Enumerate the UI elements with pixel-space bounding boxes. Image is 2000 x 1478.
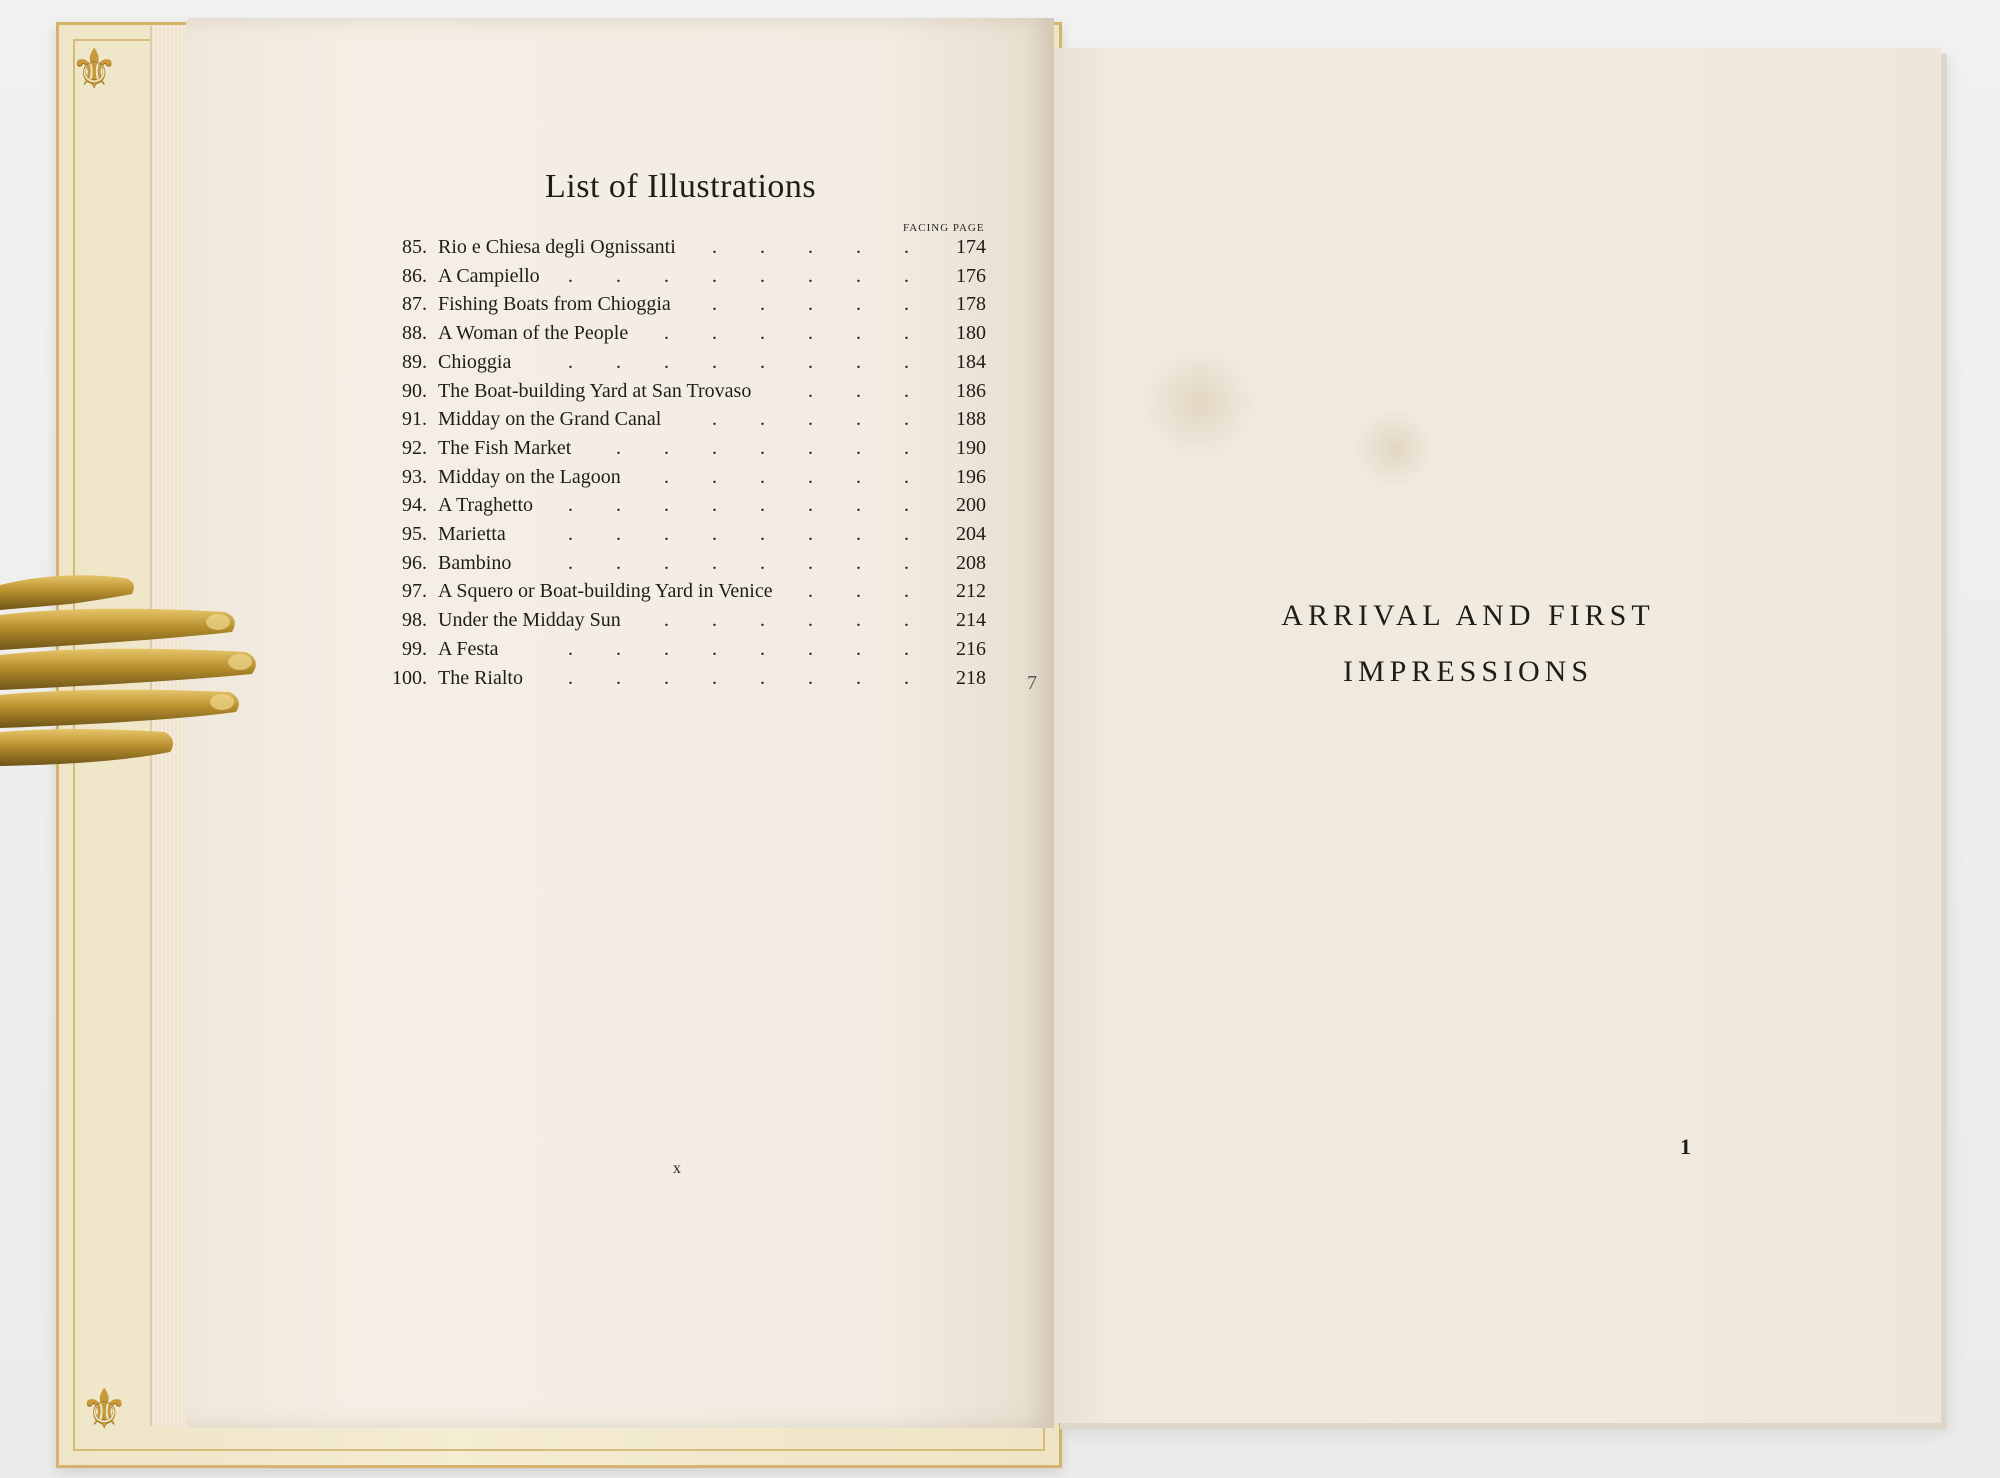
- entry-title: Rio e Chiesa degli Ognissanti: [438, 236, 676, 258]
- leader-dots: . . . . . . . .: [568, 350, 909, 373]
- right-page: [1054, 48, 1941, 1423]
- leader-dots: . . . . . . . .: [568, 637, 909, 660]
- entry-title: Fishing Boats from Chioggia: [438, 293, 671, 316]
- entry-title: Midday on the Grand Canal: [438, 408, 662, 431]
- entry-page: 178: [956, 293, 986, 316]
- foxing-spot: [1144, 348, 1254, 458]
- entry-number: 100.: [392, 666, 427, 689]
- entry-title: The Rialto: [438, 666, 523, 689]
- entry-number: 91.: [402, 408, 427, 431]
- entry-title: A Traghetto: [438, 494, 534, 517]
- leader-dots: . . . . . . . .: [568, 523, 909, 545]
- list-item: [0, 322, 1000, 350]
- entry-number: 88.: [402, 322, 427, 345]
- entry-page: 180: [956, 322, 986, 345]
- entry-title: Midday on the Lagoon: [438, 465, 621, 488]
- page-number: x: [673, 1160, 681, 1177]
- leader-dots: . . . . . . . .: [568, 264, 909, 287]
- entry-page: 186: [956, 379, 986, 402]
- entry-page: 208: [956, 551, 986, 574]
- entry-number: 85.: [402, 236, 427, 258]
- brass-hand-bookmark-icon: [0, 560, 270, 780]
- entry-page: 188: [956, 408, 986, 431]
- entry-page: 204: [956, 523, 986, 545]
- entry-title: Marietta: [438, 523, 506, 545]
- leader-dots: . . . . .: [712, 293, 909, 316]
- leader-dots: . . . . . .: [664, 322, 909, 345]
- entry-title: Bambino: [438, 551, 512, 574]
- entry-page: 212: [956, 580, 986, 603]
- column-header: FACING PAGE: [903, 222, 985, 234]
- entry-title: A Festa: [438, 637, 499, 660]
- entry-page: 218: [956, 666, 986, 689]
- entry-page: 176: [956, 264, 986, 287]
- entry-number: 98.: [402, 609, 427, 632]
- leader-dots: . . . . . .: [664, 609, 909, 632]
- entry-number: 86.: [402, 264, 427, 287]
- entry-number: 96.: [402, 551, 427, 574]
- list-item: [0, 265, 1000, 293]
- entry-title: A Woman of the People: [438, 322, 629, 345]
- page-title: List of Illustrations: [545, 168, 817, 205]
- list-item: [0, 408, 1000, 436]
- leader-dots: . . . . . . . .: [568, 666, 909, 689]
- entry-page: 196: [956, 465, 986, 488]
- entry-title: The Fish Market: [438, 436, 572, 459]
- entry-number: 95.: [402, 523, 427, 545]
- entry-number: 99.: [402, 637, 427, 660]
- entry-number: 97.: [402, 580, 427, 603]
- list-item: [0, 236, 1000, 264]
- chapter-title: [1150, 588, 1786, 700]
- entry-number: 90.: [402, 379, 427, 402]
- entry-page: 184: [956, 350, 986, 373]
- entry-page: 174: [956, 236, 986, 258]
- list-item: [0, 523, 1000, 551]
- list-item: [0, 494, 1000, 522]
- leader-dots: . . . . . .: [664, 465, 909, 488]
- leader-dots: . . . . . . . .: [568, 494, 909, 517]
- entry-title: Under the Midday Sun: [438, 609, 621, 632]
- margin-mark: 7: [1027, 672, 1037, 694]
- entry-number: 94.: [402, 494, 427, 517]
- page-number: 1: [1680, 1134, 1691, 1159]
- entry-number: 89.: [402, 350, 427, 373]
- entry-title: The Boat-building Yard at San Trovaso: [438, 379, 752, 402]
- list-item: [0, 351, 1000, 379]
- leader-dots: . . . . . . .: [616, 436, 909, 459]
- chapter-title-line: IMPRESSIONS: [1342, 655, 1594, 688]
- entry-page: 216: [956, 637, 986, 660]
- entry-number: 93.: [402, 465, 427, 488]
- entry-title: A Squero or Boat-building Yard in Venice: [438, 580, 773, 603]
- leader-dots: . . . . . . . .: [568, 551, 909, 574]
- entry-title: A Campiello: [438, 264, 540, 287]
- entry-page: 200: [956, 494, 986, 517]
- foxing-spot: [1354, 408, 1434, 488]
- fleur-de-lis-icon: ⚜: [70, 39, 119, 99]
- entry-title: Chioggia: [438, 350, 512, 373]
- leader-dots: . . .: [808, 379, 909, 402]
- chapter-title-line: ARRIVAL AND FIRST: [1281, 599, 1655, 632]
- entry-number: 92.: [402, 436, 427, 459]
- list-item: [0, 437, 1000, 465]
- leader-dots: . . . . .: [712, 408, 909, 431]
- fleur-de-lis-icon: ⚜: [80, 1379, 129, 1439]
- list-item: [0, 293, 1000, 321]
- leader-dots: . . .: [808, 580, 909, 603]
- list-item: [0, 380, 1000, 408]
- leader-dots: . . . . .: [712, 236, 909, 258]
- list-item: [0, 466, 1000, 494]
- entry-number: 87.: [402, 293, 427, 316]
- entry-page: 214: [956, 609, 986, 632]
- entry-page: 190: [956, 436, 986, 459]
